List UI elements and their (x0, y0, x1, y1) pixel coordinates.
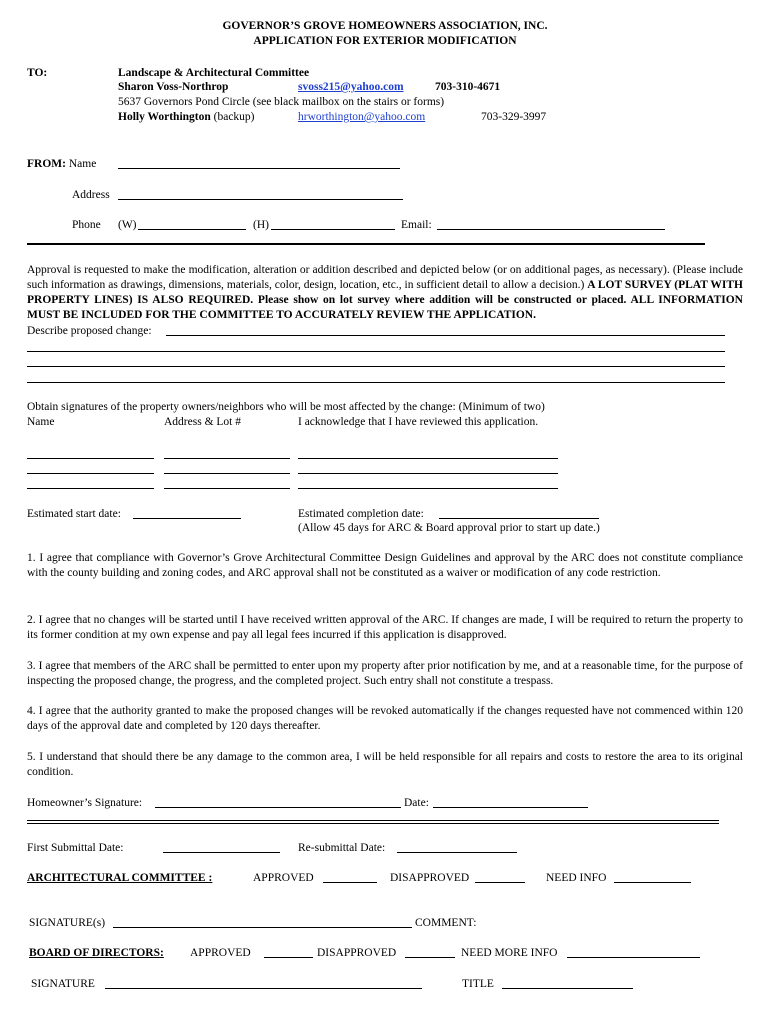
phone-w-label: (W) (118, 219, 137, 231)
board-approved-label: APPROVED (190, 947, 251, 959)
signatures-intro: Obtain signatures of the property owners/neighbors who will be most affected by the change: (Minimum of two) (27, 401, 545, 413)
name-label: Name (68, 158, 97, 170)
arc-comment-label: COMMENT: (415, 917, 477, 929)
office-divider-top (27, 820, 719, 821)
neighbor2-name-field[interactable] (27, 473, 154, 474)
col-ack-header: I acknowledge that I have reviewed this application. (298, 416, 539, 428)
start-date-field[interactable] (133, 518, 241, 519)
email-label: Email: (401, 219, 432, 231)
arc-need-info-label: NEED INFO (546, 872, 607, 884)
col-address-header: Address & Lot # (164, 416, 241, 428)
neighbor3-signature-field[interactable] (298, 488, 558, 489)
from-row (27, 157, 96, 171)
arch-committee-label: ARCHITECTURAL COMMITTEE : (27, 872, 213, 884)
contact2-name: Holly Worthington (118, 111, 211, 123)
arc-approved-field[interactable] (323, 882, 377, 883)
committee-name: Landscape & Architectural Committee (118, 67, 310, 79)
homeowner-date-field[interactable] (433, 807, 588, 808)
neighbor1-signature-field[interactable] (298, 458, 558, 459)
phone-w-field[interactable] (138, 229, 246, 230)
address-label: Address (72, 189, 110, 201)
form-title: GOVERNOR’S GROVE HOMEOWNERS ASSOCIATION, INC. (222, 20, 548, 32)
describe-field-line-1[interactable] (166, 335, 725, 336)
arc-need-info-field[interactable] (614, 882, 691, 883)
arc-signatures-label: SIGNATURE(s) (29, 917, 106, 929)
neighbor2-address-field[interactable] (164, 473, 290, 474)
section-divider (27, 243, 705, 245)
neighbor3-address-field[interactable] (164, 488, 290, 489)
phone-h-label: (H) (253, 219, 269, 231)
contact1-address: 5637 Governors Pond Circle (see black mailbox on the stairs or forms) (118, 96, 445, 108)
start-date-label: Estimated start date: (27, 508, 121, 520)
arc-disapproved-field[interactable] (475, 882, 525, 883)
board-approved-field[interactable] (264, 957, 313, 958)
resubmittal-label: Re-submittal Date: (298, 842, 386, 854)
office-divider-bottom (27, 823, 719, 824)
agreement-1: 1. I agree that compliance with Governor’s Grove Architectural Committee Design Guidelines and approval by the ARC does not constitute compliance with the county building and zoning codes, and ARC approval shall not be constituted as a waiver or modification of any code restriction. (27, 552, 743, 579)
neighbor1-address-field[interactable] (164, 458, 290, 459)
phone-label: Phone (72, 219, 101, 231)
name-field[interactable] (118, 168, 400, 169)
contact2-email-link[interactable]: hrworthington@yahoo.com (298, 111, 426, 123)
first-submittal-field[interactable] (163, 852, 280, 853)
col-name-header: Name (27, 416, 55, 428)
allow-note: (Allow 45 days for ARC & Board approval prior to start up date.) (298, 522, 600, 534)
contact1-email-link[interactable]: svoss215@yahoo.com (298, 81, 404, 93)
neighbor2-signature-field[interactable] (298, 473, 558, 474)
agreement-3: 3. I agree that members of the ARC shall be permitted to enter upon my property after prior notification by me, and at a reasonable time, for the purpose of inspecting the proposed change, the progress, and the completed project. Such entry shall not constitute a trespass. (27, 660, 743, 687)
contact2-phone: 703-329-3997 (481, 111, 547, 123)
email-field[interactable] (437, 229, 665, 230)
approval-required-text: A LOT SURVEY (PLAT WITH PROPERTY LINES) IS ALSO REQUIRED. Please show on lot survey where addition will be constructed or placed. ALL INFORMATION MUST BE INCLUDED FOR THE COMMITTEE TO ACCURATELY REVIEW THE APPLICATION. (27, 279, 743, 321)
from-label: FROM: (27, 158, 66, 170)
board-title-field[interactable] (502, 988, 633, 989)
arc-disapproved-label: DISAPPROVED (390, 872, 470, 884)
completion-date-label: Estimated completion date: (298, 508, 424, 520)
describe-field-line-2[interactable] (27, 351, 725, 352)
contact2-note: (backup) (210, 111, 255, 123)
agreement-2: 2. I agree that no changes will be started until I have received written approval of the ARC. If changes are made, I will be required to return the property to its former condition at my own expense and pay all legal fees incurred if this application is disapproved. (27, 614, 743, 641)
approval-paragraph (27, 263, 743, 323)
board-need-more-info-field[interactable] (567, 957, 700, 958)
approval-text: Approval is requested to make the modification, alteration or addition described and depicted below (or on additional pages, as necessary). (Please include such information as drawings, dimensions, materials, color, design, location, etc., in sufficient detail to allow a decision.) (27, 264, 743, 291)
describe-field-line-3[interactable] (27, 366, 725, 367)
phone-h-field[interactable] (271, 229, 395, 230)
neighbor1-name-field[interactable] (27, 458, 154, 459)
address-field[interactable] (118, 199, 403, 200)
contact1-phone: 703-310-4671 (435, 81, 501, 93)
first-submittal-label: First Submittal Date: (27, 842, 124, 854)
board-signature-label: SIGNATURE (31, 978, 95, 990)
board-label: BOARD OF DIRECTORS: (29, 947, 164, 959)
homeowner-date-label: Date: (404, 797, 429, 809)
arc-signatures-field[interactable] (113, 927, 412, 928)
board-disapproved-label: DISAPPROVED (317, 947, 397, 959)
board-need-more-info-label: NEED MORE INFO (461, 947, 558, 959)
contact1-name: Sharon Voss-Northrop (118, 81, 229, 93)
homeowner-signature-label: Homeowner’s Signature: (27, 797, 143, 809)
completion-date-field[interactable] (439, 518, 599, 519)
form-subtitle: APPLICATION FOR EXTERIOR MODIFICATION (253, 35, 517, 47)
neighbor3-name-field[interactable] (27, 488, 154, 489)
board-disapproved-field[interactable] (405, 957, 455, 958)
contact2 (118, 110, 255, 124)
agreement-4: 4. I agree that the authority granted to make the proposed changes will be revoked automatically if the changes requested have not commenced within 120 days of the approval date and completed by 120 days thereafter. (27, 705, 743, 732)
describe-field-line-4[interactable] (27, 382, 725, 383)
homeowner-signature-field[interactable] (155, 807, 401, 808)
board-title-label: TITLE (462, 978, 494, 990)
agreement-5: 5. I understand that should there be any damage to the common area, I will be held responsible for all repairs and costs to restore the area to its original condition. (27, 751, 743, 778)
board-signature-field[interactable] (105, 988, 422, 989)
describe-label: Describe proposed change: (27, 325, 152, 337)
arc-approved-label: APPROVED (253, 872, 314, 884)
to-label: TO: (27, 67, 48, 79)
resubmittal-field[interactable] (397, 852, 517, 853)
